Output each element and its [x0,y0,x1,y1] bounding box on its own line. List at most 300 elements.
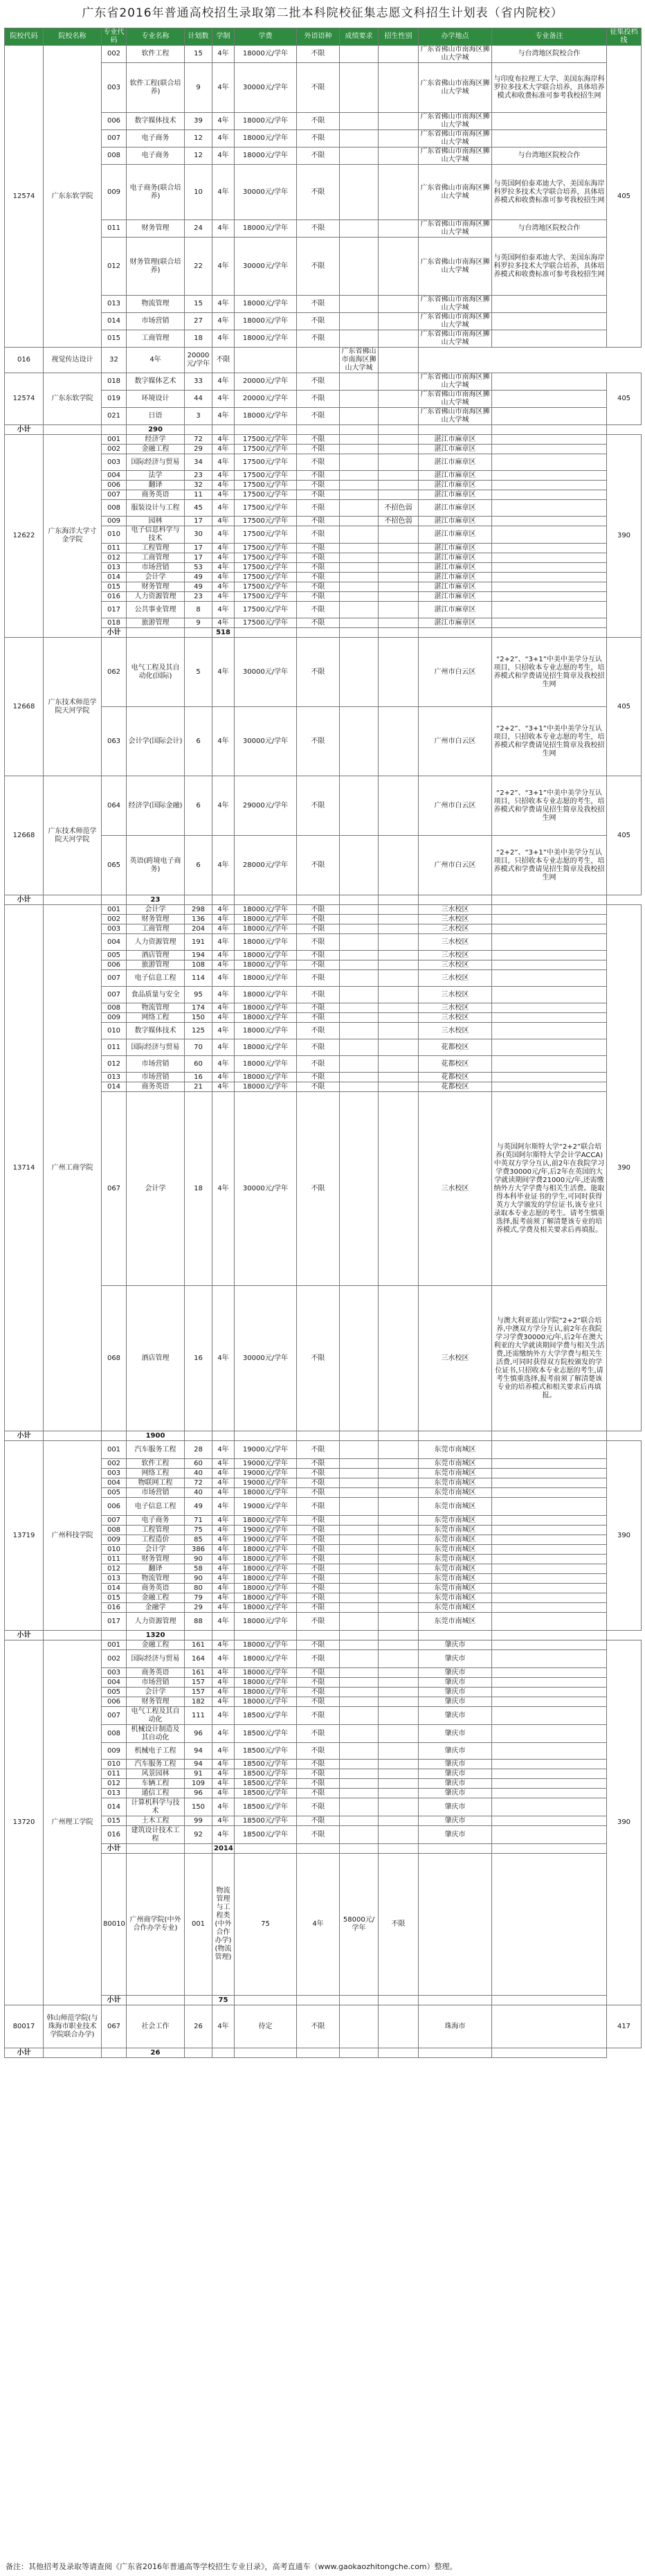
table-cell: 004 [102,1678,127,1688]
table-cell: 18500元/学年 [235,1743,297,1760]
table-cell: 湛江市麻章区 [419,454,492,471]
table-cell [340,425,379,435]
table-cell [379,63,419,113]
table-cell: 酒店管理 [127,951,185,960]
table-cell [379,1631,419,1640]
table-cell: 不限 [297,1564,340,1574]
table-cell: 土木工程 [127,1816,185,1826]
table-cell [379,1779,419,1789]
table-cell: 4年 [212,373,235,391]
table-cell: 不限 [297,1789,340,1798]
table-cell: 酒店管理 [127,1286,185,1431]
table-cell [379,165,419,220]
table-cell [379,563,419,573]
table-cell: 80 [185,1584,212,1593]
table-cell: 013 [102,296,127,313]
table-cell: 工程造价 [127,1535,185,1545]
table-cell: 18000元/学年 [235,1688,297,1697]
table-cell: 三水校区 [419,1286,492,1431]
table-cell: 157 [185,1688,212,1697]
table-cell: 016 [102,1603,127,1613]
column-header: 学制 [212,28,235,46]
table-cell: 002 [102,445,127,454]
table-cell: 72 [185,1478,212,1488]
table-cell: 肇庆市 [419,1789,492,1798]
table-cell: 17 [185,553,212,563]
table-cell [379,1441,419,1459]
table-cell [340,1743,379,1760]
table-cell [492,1688,607,1697]
table-cell [379,1996,419,2005]
table-cell: 三水校区 [419,960,492,970]
table-cell: 33 [185,373,212,391]
table-cell: 13714 [5,905,44,1431]
table-cell: 湛江市麻章区 [419,618,492,628]
table-cell: 4年 [212,63,235,113]
table-cell [492,602,607,618]
table-cell [492,915,607,924]
table-cell [340,960,379,970]
table-cell: 与英国阿尔斯特大学“2+2”联合培养(英国阿尔斯特大学会计学ACCA)中英双方学分互认,前2年在我院学习学费30000元/年,后2年在英国的大学就读期间学费21000元/年,还需缴纳外方大学学费与相关生活费。能取得本科毕业证书的学生,可同时获得英方大学颁发的学位证书,该专业只录取本专业志愿的考生。请考生慎重选择,报考前须了解清楚该专业的培养模式,学费及相关要求后再填报。 [492,1092,607,1286]
table-cell: 电子商务(联合培养) [127,165,185,220]
table-cell: 068 [102,1286,127,1431]
table-cell: 18000元/学年 [235,1603,297,1613]
table-cell: 4年 [212,1469,235,1478]
table-cell [492,934,607,951]
table-cell: 062 [102,638,127,707]
table-cell: 4年 [212,1826,235,1844]
table-cell [297,895,340,905]
table-cell [379,490,419,500]
table-cell: 工商管理 [127,330,185,348]
table-cell [492,481,607,490]
table-cell [492,1697,607,1707]
table-cell: 不限 [297,1092,340,1286]
table-cell [297,1996,340,2005]
table-cell: 4年 [212,1478,235,1488]
table-cell: 16 [185,1073,212,1082]
table-cell: 405 [607,638,642,776]
table-cell: 18000元/学年 [235,1545,297,1555]
table-cell [44,895,102,905]
table-cell: 4年 [212,1564,235,1574]
table-cell [419,628,492,638]
table-cell: 96 [185,1789,212,1798]
table-cell: 015 [102,582,127,592]
table-cell [340,238,379,296]
table-cell [127,1996,185,2005]
table-cell: 不限 [297,130,340,147]
table-cell: 4年 [212,113,235,130]
table-cell [492,373,607,391]
table-cell: 经济学(国际金融) [127,776,185,836]
table-cell: 不招色弱 [379,500,419,517]
table-cell: 010 [102,1760,127,1769]
table-cell [340,563,379,573]
table-cell: 015 [102,1593,127,1603]
table-cell: 计算机科学与技术 [127,1798,185,1816]
table-cell: 4年 [212,1526,235,1535]
table-cell: 1900 [127,1431,185,1441]
table-cell: 不限 [297,553,340,563]
table-cell [235,628,297,638]
table-cell: 国际经济与贸易 [127,454,185,471]
table-cell: 95 [185,987,212,1003]
table-cell: 肇庆市 [419,1725,492,1743]
table-cell: 009 [102,165,127,220]
table-cell [379,1526,419,1535]
table-cell: 4年 [212,313,235,330]
subtotal-row [5,2048,642,2058]
table-cell [235,425,297,435]
table-cell: 13720 [5,1640,44,2005]
table-cell [492,1478,607,1488]
table-cell [212,425,235,435]
table-cell: 19000元/学年 [235,1441,297,1459]
table-cell: 不限 [297,46,340,63]
table-cell: 30000元/学年 [235,638,297,707]
table-cell: 东莞市南城区 [419,1469,492,1478]
table-cell [492,445,607,454]
table-cell [492,1844,607,1854]
table-cell: 18000元/学年 [235,1023,297,1039]
table-cell [379,1789,419,1798]
table-cell [492,1725,607,1743]
table-cell [379,147,419,165]
table-row [5,348,642,373]
table-cell: 4年 [212,46,235,63]
table-cell: 与印度布拉理工大学、美国东海岸科罗拉多技术大学联合培养，具体培养模式和收费标准可参考我校招生网 [492,63,607,113]
table-cell: 肇庆市 [419,1743,492,1760]
table-cell: 017 [102,1613,127,1631]
table-cell: 518 [212,628,235,638]
table-cell: 417 [607,2005,642,2048]
table-cell [492,1469,607,1478]
table-cell [492,1760,607,1769]
table-cell: 不限 [297,582,340,592]
table-cell [379,1826,419,1844]
table-cell: 财务管理 [127,220,185,238]
table-cell: 4年 [212,1545,235,1555]
column-header: 征集投档线 [607,28,642,46]
table-cell: 财务管理(联合培养) [127,238,185,296]
table-cell: 4年 [212,1286,235,1431]
table-cell: 18000元/学年 [235,408,297,425]
table-cell: 广东省佛山市南海区狮山大学城 [419,408,492,425]
table-cell [492,582,607,592]
table-cell [340,1996,379,2005]
table-cell: 014 [102,573,127,582]
table-cell: 肇庆市 [419,1668,492,1678]
table-cell: 肇庆市 [419,1650,492,1668]
table-cell: 006 [102,481,127,490]
table-cell: 17500元/学年 [235,435,297,445]
table-cell: 18000元/学年 [235,1668,297,1678]
table-cell: 018 [102,618,127,628]
table-cell [379,707,419,776]
table-cell [492,1593,607,1603]
table-cell [102,895,127,905]
table-cell: 广东省佛山市南海区狮山大学城 [419,330,492,348]
table-cell: 18000元/学年 [235,1555,297,1564]
table-cell [340,1789,379,1798]
table-cell: 肇庆市 [419,1707,492,1725]
table-cell: 71 [185,1516,212,1526]
table-cell [212,2048,235,2058]
table-cell: 49 [185,582,212,592]
table-cell [419,425,492,435]
table-cell: 204 [185,924,212,934]
table-cell: 18500元/学年 [235,1707,297,1725]
table-cell: 4年 [212,1082,235,1092]
table-cell: 不限 [297,526,340,544]
table-cell: 商务英语 [127,1082,185,1092]
table-cell [492,1631,607,1640]
table-cell: 18500元/学年 [235,1725,297,1743]
table-cell: 8 [185,602,212,618]
table-cell [340,1488,379,1498]
table-cell: 广东省佛山市南海区狮山大学城 [419,313,492,330]
table-cell [492,490,607,500]
table-cell: 4年 [212,553,235,563]
table-cell [340,1545,379,1555]
table-cell: 12622 [5,435,44,638]
table-cell: 012 [102,1564,127,1574]
table-cell [340,147,379,165]
table-cell: 4年 [212,1743,235,1760]
table-cell [492,1003,607,1013]
table-cell [340,1697,379,1707]
table-cell [492,391,607,408]
table-cell [379,602,419,618]
table-cell [379,924,419,934]
table-cell: 18500元/学年 [235,1816,297,1826]
table-cell: 电子商务 [127,147,185,165]
table-cell: 花都校区 [419,1073,492,1082]
subtotal-row [5,895,642,905]
table-cell: 4年 [212,165,235,220]
table-cell: 18000元/学年 [235,905,297,915]
table-cell: 与英国阿伯泰邓迪大学、美国东海岸科罗拉多技术大学联合培养，具体培养模式和收费标准可参考我校招生网 [492,165,607,220]
table-cell [235,1631,297,1640]
column-header: 专业代码 [102,28,127,46]
table-cell [379,1564,419,1574]
table-cell: 003 [102,924,127,934]
table-cell: 405 [607,46,642,348]
table-cell [492,1564,607,1574]
table-cell: 不限 [297,1056,340,1073]
table-cell: 东莞市南城区 [419,1555,492,1564]
table-cell: 004 [102,1478,127,1488]
table-cell [340,707,379,776]
table-cell [379,553,419,563]
table-cell: 不限 [297,113,340,130]
table-cell: 4年 [212,582,235,592]
table-cell: 东莞市南城区 [419,1613,492,1631]
table-cell: 三水校区 [419,1092,492,1286]
table-cell: 32 [102,348,127,373]
table-cell [492,1603,607,1613]
table-cell: 4年 [212,1760,235,1769]
table-cell: 18000元/学年 [235,951,297,960]
table-cell: 肇庆市 [419,1769,492,1779]
table-cell: 不限 [297,1678,340,1688]
table-cell: 013 [102,1073,127,1082]
table-cell: 不限 [297,1013,340,1023]
table-cell: 012 [102,1056,127,1073]
table-cell [235,1844,297,1854]
table-cell [379,776,419,836]
table-cell [379,628,419,638]
table-cell: 不限 [297,1526,340,1535]
table-cell: 4年 [212,1779,235,1789]
table-cell [340,970,379,987]
table-cell: 22 [185,238,212,296]
table-cell: 不限 [297,915,340,924]
table-cell [492,313,607,330]
table-cell [492,573,607,582]
table-cell: 18000元/学年 [235,960,297,970]
table-cell [379,1488,419,1498]
table-cell: 电气工程及其自动化 [127,1707,185,1725]
table-cell [492,1459,607,1469]
table-cell [492,1023,607,1039]
table-cell [340,1516,379,1526]
table-cell: 90 [185,1574,212,1584]
table-cell [492,1431,607,1441]
table-cell: 金融工程 [127,1593,185,1603]
table-cell: 4年 [212,1584,235,1593]
table-cell: 18000元/学年 [235,915,297,924]
table-cell: 4年 [212,1725,235,1743]
table-cell: 386 [185,1545,212,1555]
table-cell [340,1668,379,1678]
table-cell: 30000元/学年 [235,238,297,296]
table-cell [379,373,419,391]
column-header: 专业备注 [492,28,607,46]
table-cell: 物流管理与工程类(中外合作办学)(物流管理) [212,1854,235,1996]
table-cell: 1320 [127,1631,185,1640]
table-cell: 商务英语 [127,1584,185,1593]
table-cell: 007 [102,1707,127,1725]
table-cell: 40 [185,1488,212,1498]
table-cell [340,2048,379,2058]
table-cell: 市场营销 [127,1488,185,1498]
table-cell: 17500元/学年 [235,563,297,573]
table-cell [492,1545,607,1555]
table-cell: 18000元/学年 [235,1564,297,1574]
table-cell: 18000元/学年 [235,1073,297,1082]
table-cell: 不限 [297,1707,340,1725]
table-cell: 市场营销 [127,1073,185,1082]
table-cell: 18500元/学年 [235,1789,297,1798]
table-cell: 064 [102,776,127,836]
table-cell: 001 [185,1854,212,1996]
table-cell: 006 [102,113,127,130]
table-cell [340,1478,379,1488]
table-cell [492,1516,607,1526]
table-cell [379,1039,419,1056]
table-cell [297,1431,340,1441]
table-cell: 市场营销 [127,313,185,330]
table-cell: 不限 [297,481,340,490]
table-cell [492,1613,607,1631]
table-cell: 45 [185,500,212,517]
table-cell [340,628,379,638]
table-cell: 17500元/学年 [235,471,297,481]
table-cell: 东莞市南城区 [419,1574,492,1584]
table-cell [492,1082,607,1092]
table-cell [379,526,419,544]
table-cell: 东莞市南城区 [419,1535,492,1545]
enrollment-table [4,28,642,2058]
table-cell: 18000元/学年 [235,220,297,238]
table-cell: 17500元/学年 [235,573,297,582]
table-cell [340,1603,379,1613]
table-cell: 不限 [297,1535,340,1545]
table-cell [379,1469,419,1478]
table-body [5,46,642,2058]
table-cell: 021 [102,408,127,425]
table-row [5,905,642,915]
table-cell: 东莞市南城区 [419,1593,492,1603]
table-cell [492,970,607,987]
table-row [5,2005,642,2048]
table-cell [492,1650,607,1668]
table-cell [340,1555,379,1564]
table-cell: 工程管理 [127,544,185,553]
table-cell [379,1650,419,1668]
table-cell: 不限 [297,1286,340,1431]
table-cell [492,296,607,313]
table-cell: 4年 [212,1459,235,1469]
table-cell: 与英国阿伯泰邓迪大学、美国东海岸科罗拉多技术大学联合培养，具体培养模式和收费标准可参考我校招生网 [492,238,607,296]
table-cell: 与台湾地区院校合作 [492,46,607,63]
table-cell: 不限 [297,63,340,113]
table-cell: 公共事业管理 [127,602,185,618]
table-cell [185,1844,212,1854]
table-cell: 18000元/学年 [235,147,297,165]
table-cell: 财务管理 [127,915,185,924]
table-cell: 不限 [297,1668,340,1678]
table-cell: 广东省佛山市南海区狮山大学城 [419,238,492,296]
table-cell: 广州商学院(中外合作办学专业) [127,1854,185,1996]
table-row [5,435,642,445]
table-cell [492,517,607,526]
table-cell: 003 [102,63,127,113]
table-cell: 通信工程 [127,1789,185,1798]
table-cell [379,46,419,63]
table-cell: 008 [102,1003,127,1013]
table-cell: 珠海市 [419,2005,492,2048]
table-cell: 4年 [212,1013,235,1023]
table-cell: 不限 [297,1725,340,1743]
table-cell [185,895,212,905]
table-cell [379,238,419,296]
table-cell: 不限 [297,1613,340,1631]
table-cell [492,1535,607,1545]
table-cell [340,915,379,924]
table-cell: 物流管理 [127,296,185,313]
table-cell [379,934,419,951]
column-header: 院校代码 [5,28,44,46]
table-cell [340,1826,379,1844]
table-cell: 18000元/学年 [235,987,297,1003]
table-cell: 4年 [212,1039,235,1056]
table-cell [127,628,185,638]
table-cell [492,1798,607,1816]
table-cell: 405 [607,776,642,895]
